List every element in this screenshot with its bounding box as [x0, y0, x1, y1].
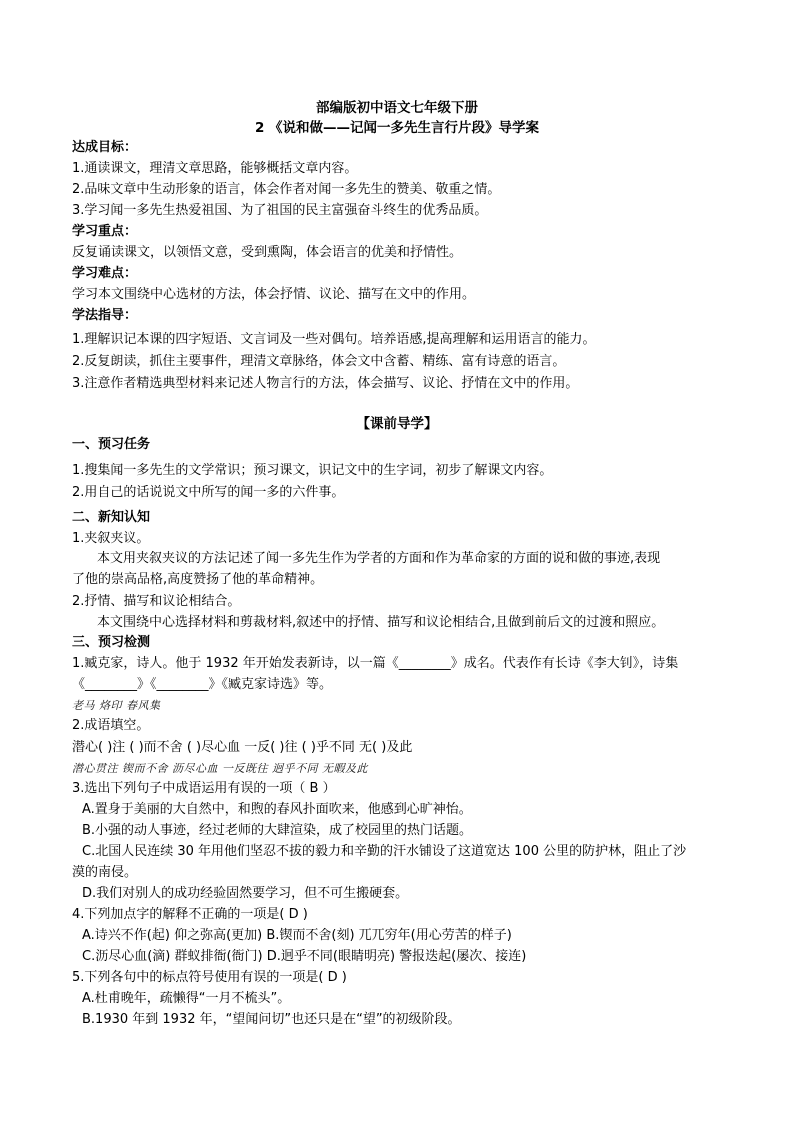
goal-item-1: 1.通读课文，理清文章思路，能够概括文章内容。 [72, 161, 358, 176]
goal-item-2: 2.品味文章中生动形象的语言，体会作者对闻一多先生的赞美、敬重之情。 [72, 182, 501, 197]
guidance-item-3: 3.注意作者精选典型材料来记述人物言行的方法，体会描写、议论、抒情在文中的作用。 [72, 376, 579, 391]
key-points-heading: 学习重点： [72, 224, 138, 239]
q3-option-c-line1: C.北国人民连续 30 年用他们坚忍不拔的毅力和辛勤的汗水铺设了这道宽达 100 公里的防护林，阻止了沙 [82, 844, 687, 859]
document-subtitle: 2 《说和做——记闻一多先生言行片段》导学案 [254, 120, 540, 136]
q3-title: 3.选出下列句子中成语运用有误的一项（ B ） [72, 781, 336, 796]
guidance-item-2: 2.反复朗读，抓住主要事件，理清文章脉络，体会文中含蓄、精练、富有诗意的语言。 [72, 354, 566, 369]
q4-options-cd: C.沥尽心血(滴) 群蚁排衙(衙门) D.迥乎不同(眼睛明亮) 警报迭起(屡次、接连) [82, 949, 527, 964]
guidance-heading: 学法指导： [72, 308, 138, 323]
key-points-text: 反复诵读课文，以领悟文意，受到熏陶，体会语言的优美和抒情性。 [72, 245, 463, 260]
section2-p2-title: 2.抒情、描写和议论相结合。 [72, 594, 241, 609]
q4-options-ab: A.诗兴不作(起) 仰之弥高(更加) B.锲而不舍(刻) 兀兀穷年(用心劳苦的样子) [82, 928, 512, 943]
goals-heading: 达成目标： [72, 140, 138, 155]
section2-heading: 二、新知认知 [72, 510, 151, 525]
section2-p1-title: 1.夹叙夹议。 [72, 531, 150, 546]
q5-option-a: A.杜甫晚年，疏懒得“一月不梳头”。 [82, 991, 291, 1006]
section1-item-2: 2.用自己的话说说文中所写的闻一多的六件事。 [72, 485, 345, 500]
q3-option-d: D.我们对别人的成功经验固然要学习，但不可生搬硬套。 [82, 886, 409, 901]
q2-handwritten-answer: 潜心贯注 锲而不舍 沥尽心血 一反既往 迥乎不同 无暇及此 [72, 762, 368, 775]
section1-item-1: 1.搜集闻一多先生的文学常识；预习课文，识记文中的生字词，初步了解课文内容。 [72, 463, 553, 478]
difficulties-text: 学习本文围绕中心选材的方法，体会抒情、议论、描写在文中的作用。 [72, 287, 476, 302]
guidance-item-1: 1.理解识记本课的四字短语、文言词及一些对偶句。培养语感,提高理解和运用语言的能力。 [72, 332, 596, 347]
section1-heading: 一、预习任务 [72, 437, 151, 452]
q5-title: 5.下列各句中的标点符号使用有误的一项是( D ) [72, 970, 347, 985]
q4-title: 4.下列加点字的解释不正确的一项是( D ) [72, 907, 308, 922]
q1-line1: 1.臧克家，诗人。他于 1932 年开始发表新诗，以一篇《________》成名。代表作有长诗《李大钊》，诗集 [72, 656, 679, 671]
section2-p1-line2: 了他的崇高品格,高度赞扬了他的革命精神。 [72, 572, 324, 587]
difficulties-heading: 学习难点： [72, 266, 138, 281]
document-title: 部编版初中语文七年级下册 [316, 100, 478, 116]
q1-line2: 《________》《________》《臧克家诗选》等。 [72, 677, 333, 692]
pre-class-heading: 【课前导学】 [356, 416, 438, 432]
q1-handwritten-answer: 老马 烙印 春风集 [72, 699, 161, 712]
section2-p1-line1: 本文用夹叙夹议的方法记述了闻一多先生作为学者的方面和作为革命家的方面的说和做的事迹,表现 [97, 551, 661, 566]
section3-heading: 三、预习检测 [72, 635, 151, 650]
q3-option-a: A.置身于美丽的大自然中，和煦的春风扑面吹来，他感到心旷神怡。 [82, 802, 472, 817]
section2-p2-line1: 本文围绕中心选择材料和剪裁材料,叙述中的抒情、描写和议论相结合,且做到前后文的过渡和照应。 [97, 615, 665, 630]
q3-option-b: B.小强的动人事迹，经过老师的大肆渲染，成了校园里的热门话题。 [82, 823, 473, 838]
q3-option-c-line2: 漠的南侵。 [72, 865, 138, 880]
q2-title: 2.成语填空。 [72, 718, 150, 733]
goal-item-3: 3.学习闻一多先生热爱祖国、为了祖国的民主富强奋斗终生的优秀品质。 [72, 203, 488, 218]
q5-option-b: B.1930 年到 1932 年，“望闻问切”也还只是在“望”的初级阶段。 [82, 1012, 461, 1027]
q2-blanks: 潜心( )注 ( )而不舍 ( )尽心血 一反( )往 ( )乎不同 无( )及此 [72, 740, 413, 755]
